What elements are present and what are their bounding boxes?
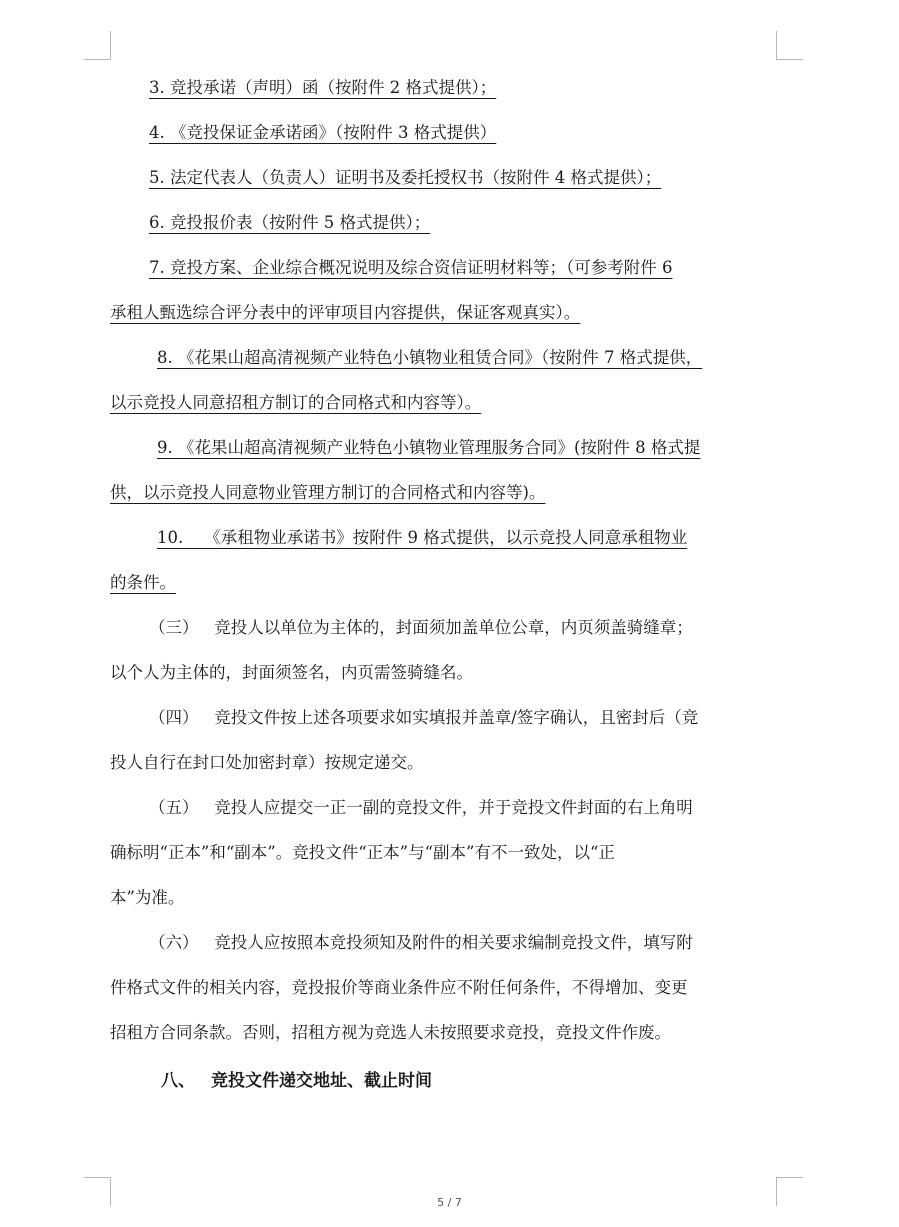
list-item-3: 3. 竞投承诺（声明）函（按附件 2 格式提供）； (149, 78, 497, 97)
list-item-7-line1: 7. 竞投方案、企业综合概况说明及综合资信证明材料等；（可参考附件 6 (149, 258, 673, 277)
list-item-9-line2: 供，以示竞投人同意物业管理方制订的合同格式和内容等)。 (110, 483, 546, 502)
paragraph-5-line2: 确标明“正本”和“副本”。竞投文件“正本”与“副本”有不一致处，以“正 (110, 843, 615, 862)
list-item-7-line2: 承租人甄选综合评分表中的评审项目内容提供，保证客观真实）。 (110, 303, 581, 322)
list-item-10-line1: 10. 《承租物业承诺书》按附件 9 格式提供，以示竞投人同意承租物业 (157, 528, 688, 547)
list-item-4: 4. 《竞投保证金承诺函》（按附件 3 格式提供） (149, 123, 497, 142)
list-item-8-line2: 以示竞投人同意招租方制订的合同格式和内容等）。 (110, 393, 482, 412)
section-heading-number: 八、 (161, 1071, 195, 1091)
page-corner-mark (84, 31, 111, 60)
paragraph-6-line2: 件格式文件的相关内容，竞投报价等商业条件应不附任何条件，不得增加、变更 (110, 978, 688, 997)
section-heading-text: 竞投文件递交地址、截止时间 (211, 1071, 432, 1091)
paragraph-3-line2: 以个人为主体的，封面须签名，内页需签骑缝名。 (110, 663, 473, 682)
list-item-5: 5. 法定代表人（负责人）证明书及委托授权书（按附件 4 格式提供）； (149, 168, 662, 187)
paragraph-4-line2: 投人自行在封口处加密封章）按规定递交。 (110, 753, 424, 772)
list-item-9-line1: 9. 《花果山超高清视频产业特色小镇物业管理服务合同》(按附件 8 格式提 (157, 438, 701, 457)
paragraph-4-line1: （四） 竞投文件按上述各项要求如实填报并盖章/签字确认，且密封后（竞 (149, 708, 699, 727)
paragraph-6-line1: （六） 竞投人应按照本竞投须知及附件的相关要求编制竞投文件，填写附 (149, 933, 693, 952)
list-item-10-line2: 的条件。 (110, 573, 176, 592)
page-number: 5 / 7 (437, 1196, 462, 1209)
paragraph-6-line3: 招租方合同条款。否则，招租方视为竞选人未按照要求竞投，竞投文件作废。 (110, 1023, 671, 1042)
page-corner-mark (776, 31, 803, 60)
paragraph-3-line1: （三） 竞投人以单位为主体的，封面须加盖单位公章，内页须盖骑缝章； (149, 618, 693, 637)
list-item-8-line1: 8. 《花果山超高清视频产业特色小镇物业租赁合同》（按附件 7 格式提供， (157, 348, 703, 367)
section-heading (161, 1066, 432, 1091)
list-item-6: 6. 竞投报价表（按附件 5 格式提供）； (149, 213, 431, 232)
paragraph-5-line1: （五） 竞投人应提交一正一副的竞投文件，并于竞投文件封面的右上角明 (149, 798, 693, 817)
paragraph-5-line3: 本”为准。 (110, 888, 185, 907)
